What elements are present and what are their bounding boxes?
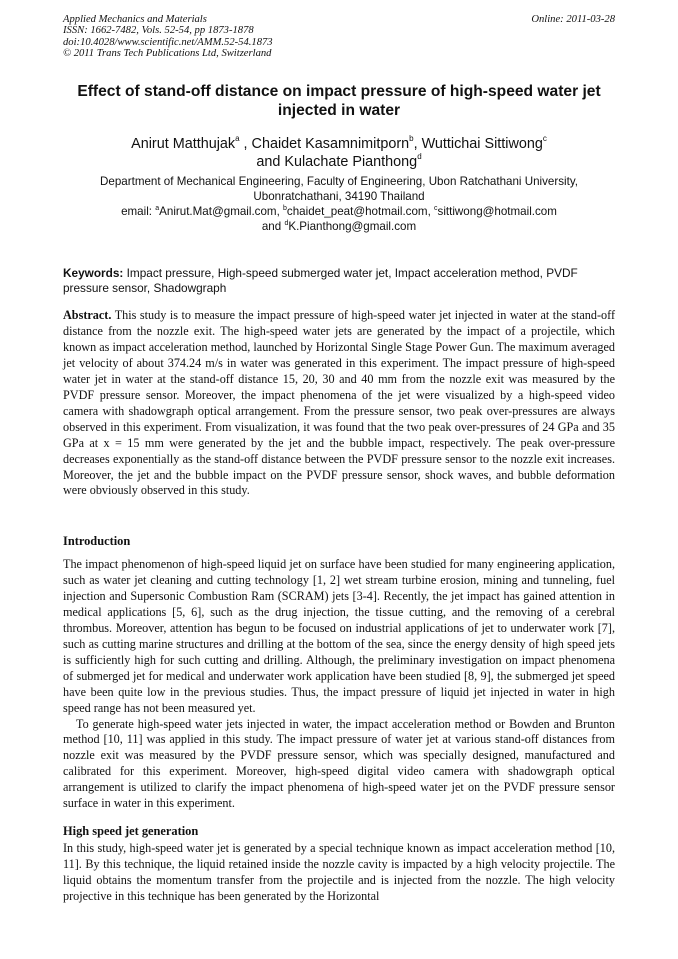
author-name: Anirut Matthujak: [131, 136, 236, 152]
paragraph: In this study, high-speed water jet is generated by a special technique known as impact acceleration method [10, 11]. By this technique, the liquid retained inside the nozzle cavity is impacted by a high velocity projectile. The liquid obtains the momentum transfer from the projectile and is injected from the nozzle. The high velocity projective in this technique has been generated by the Horizontal: [63, 841, 615, 903]
author-affil-mark: a: [235, 134, 240, 143]
paper-title: Effect of stand-off distance on impact pressure of high-speed water jet injected in water: [77, 83, 601, 119]
section-heading: High speed jet generation: [63, 824, 199, 838]
email-mark: a: [155, 205, 160, 212]
author-affil-mark: b: [409, 134, 414, 143]
author-and: and: [256, 154, 285, 170]
email-mark: d: [284, 220, 289, 227]
email-mark: c: [434, 205, 438, 212]
email-address: sittiwong@hotmail.com: [437, 205, 557, 218]
doi-line: doi:10.4028/www.scientific.net/AMM.52-54.1873: [63, 36, 273, 48]
affiliation-block: [63, 174, 615, 234]
author-name: Kulachate Pianthong: [284, 154, 418, 170]
keywords-block: [63, 266, 615, 296]
section-body: [63, 841, 615, 905]
abstract-label: Abstract.: [63, 308, 112, 322]
journal-header: [63, 14, 615, 60]
abstract-text: This study is to measure the impact pressure of high-speed water jet injected in water at the stand-off distance from the nozzle exit. The high-speed water jets are generated by the impact of a projectile, which known as impact acceleration method, launched by Horizontal Single Stage Power Gun. The maximum averaged jet velocity of about 374.24 m/s in water was generated in this experiment. The impact pressure of high-speed water jet in water at the stand-off distance 15, 20, 30 and 40 mm from the nozzle exit was measured by the PVDF pressure sensor. Moreover, the impact phenomena of the jet were visualized by a high-speed video camera with shadowgraph optical arrangement. From the pressure sensor, two peak over-pressures are always observed in this experiment. From visualization, it was found that the two peak over-pressures of 24 GPa and 35 GPa at x = 15 mm were generated by the jet and the bubble impact, respectively. The peak over-pressure decreases exponentially as the stand-off distance between the PVDF pressure sensor to the nozzle exit increases. Moreover, the jet and the bubble impact on the PVDF pressure sensor, shock waves, and bubble deformation were obviously observed in this study.: [63, 308, 615, 498]
author-separator: ,: [239, 136, 252, 152]
email-line: [63, 204, 615, 219]
email-line: [63, 219, 615, 234]
email-label: email:: [121, 205, 156, 218]
keywords-text: Impact pressure, High-speed submerged water jet, Impact acceleration method, PVDF pressure sensor, Shadowgraph: [63, 266, 578, 295]
paragraph: The impact phenomenon of high-speed liquid jet on surface have been studied for many engineering application, such as water jet cleaning and cutting technology [1, 2] wet stream turbine erosion, mining and tunneling, fuel injection and Supersonic Combustion Ram (SCRAM) jets [3-4]. Recently, the jet impact has gained attention in medical applications [5, 6], such as the drug injection, the tissue cutting, and the removing of a cerebral thrombus. Moreover, attention has begun to be focused on industrial applications of jet to underwater work [7], such as cutting marine structures and drilling at the bottom of the sea, since the energy density of high speed jets is sufficiently high for such cutting and drilling. Although, the preliminary investigation on impact phenomena of submerged jet for medical and underwater work application have been studied [8, 9], the submerged jet speed have been quite low in the previous studies. Thus, the impact pressure of liquid jet injected in water in high speed range has not been measured yet.: [63, 557, 615, 715]
introduction-body: [63, 557, 615, 812]
paragraph: To generate high-speed water jets injected in water, the impact acceleration method or Bowden and Brunton method [10, 11] was applied in this study. The impact pressure of water jet at various stand-off distances from nozzle exit was measured by the PVDF pressure sensor, which was specially designed, manufactured and calibrated for this experiment. Moreover, high-speed digital video camera with shadowgraph optical arrangement is utilized to clarify the impact phenomena of high-speed water jet on the PVDF pressure sensor surface in water in this experiment.: [63, 716, 615, 811]
email-mark: b: [283, 205, 287, 212]
author-affil-mark: c: [542, 134, 547, 143]
email-address: Anirut.Mat@gmail.com,: [159, 205, 284, 218]
issn-line: ISSN: 1662-7482, Vols. 52-54, pp 1873-1878: [63, 25, 254, 37]
author-list: [63, 135, 615, 171]
author-affil-mark: d: [417, 152, 422, 161]
email-address: K.Pianthong@gmail.com: [288, 220, 417, 233]
author-name: Chaidet Kasamnimitporn: [251, 136, 410, 152]
journal-name: Applied Mechanics and Materials: [63, 14, 207, 25]
email-address: chaidet_peat@hotmail.com,: [286, 205, 435, 218]
author-name: Wuttichai Sittiwong: [421, 136, 543, 152]
department-text: Department of Mechanical Engineering, Faculty of Engineering, Ubon Ratchathani University, Ubonratchathani, 34190 Thailand: [100, 175, 578, 203]
copyright-line: © 2011 Trans Tech Publications Ltd, Switzerland: [63, 48, 272, 60]
online-date: Online: 2011-03-28: [531, 14, 615, 25]
email-and: and: [261, 220, 285, 233]
keywords-label: Keywords:: [63, 266, 124, 280]
introduction-heading: Introduction: [63, 534, 131, 548]
author-separator: ,: [413, 136, 422, 152]
abstract-block: [63, 308, 615, 499]
